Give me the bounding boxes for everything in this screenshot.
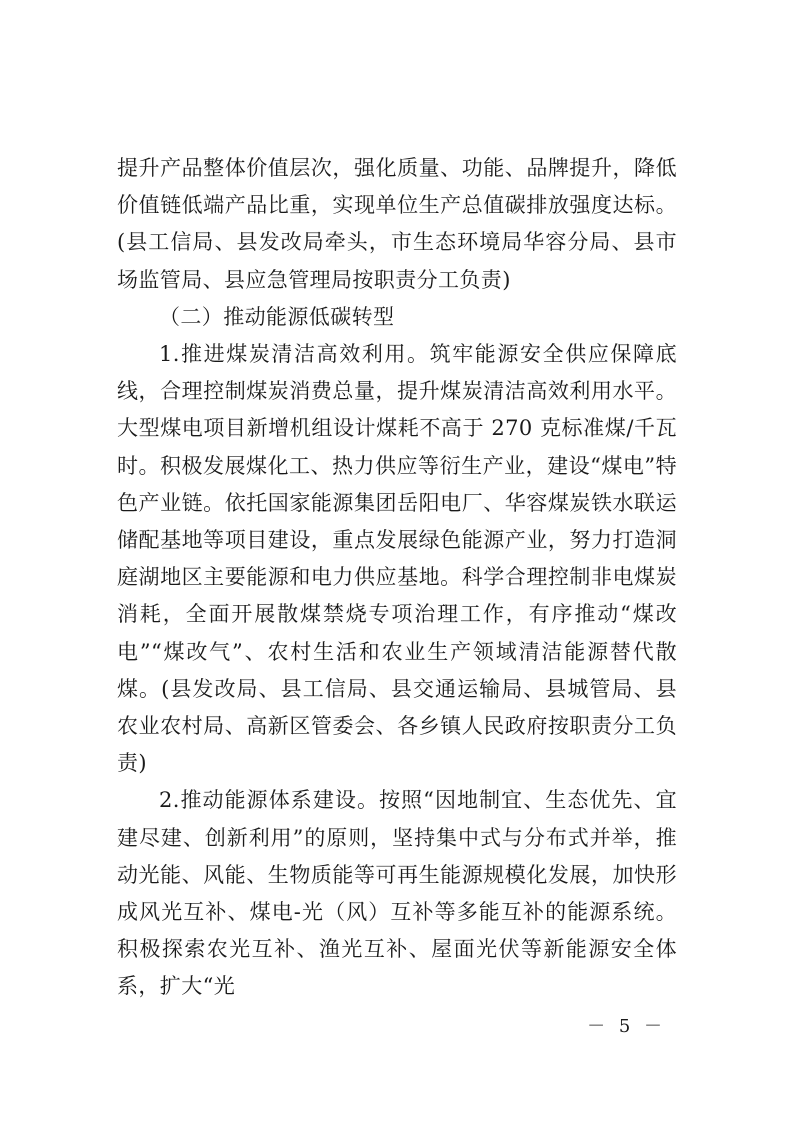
paragraph-continuation: 提升产品整体价值层次，强化质量、功能、品牌提升，降低价值链低端产品比重，实现单位生产总值碳排放强度达标。(县工信局、县发改局牵头，市生态环境局华容分局、县市场监管局、县应急管理局按职责分工负责)	[117, 156, 677, 292]
page-number: － 5 －	[587, 1016, 666, 1037]
body-text	[117, 150, 677, 1006]
section-heading: （二）推动能源低碳转型	[159, 304, 395, 329]
paragraph-coal-utilization: 1.推进煤炭清洁高效利用。筑牢能源安全供应保障底线，合理控制煤炭消费总量，提升煤炭清洁高效利用水平。大型煤电项目新增机组设计煤耗不高于 270 克标准煤/千瓦时。积极发展煤化工、热力供应等衍生产业，建设“煤电”特色产业链。依托国家能源集团岳阳电厂、华容煤炭铁水联运储配基地等项目建设，重点发展绿色能源产业，努力打造洞庭湖地区主要能源和电力供应基地。科学合理控制非电煤炭消耗，全面开展散煤禁烧专项治理工作，有序推动“煤改电”“煤改气”、农村生活和农业生产领域清洁能源替代散煤。(县发改局、县工信局、县交通运输局、县城管局、县农业农村局、高新区管委会、各乡镇人民政府按职责分工负责)	[117, 342, 677, 776]
paragraph-energy-system: 2.推动能源体系建设。按照“因地制宜、生态优先、宜建尽建、创新利用”的原则，坚持集中式与分布式并举，推动光能、风能、生物质能等可再生能源规模化发展，加快形成风光互补、煤电-光（风）互补等多能互补的能源系统。积极探索农光互补、渔光互补、屋面光伏等新能源安全体系，扩大“光	[117, 788, 677, 999]
